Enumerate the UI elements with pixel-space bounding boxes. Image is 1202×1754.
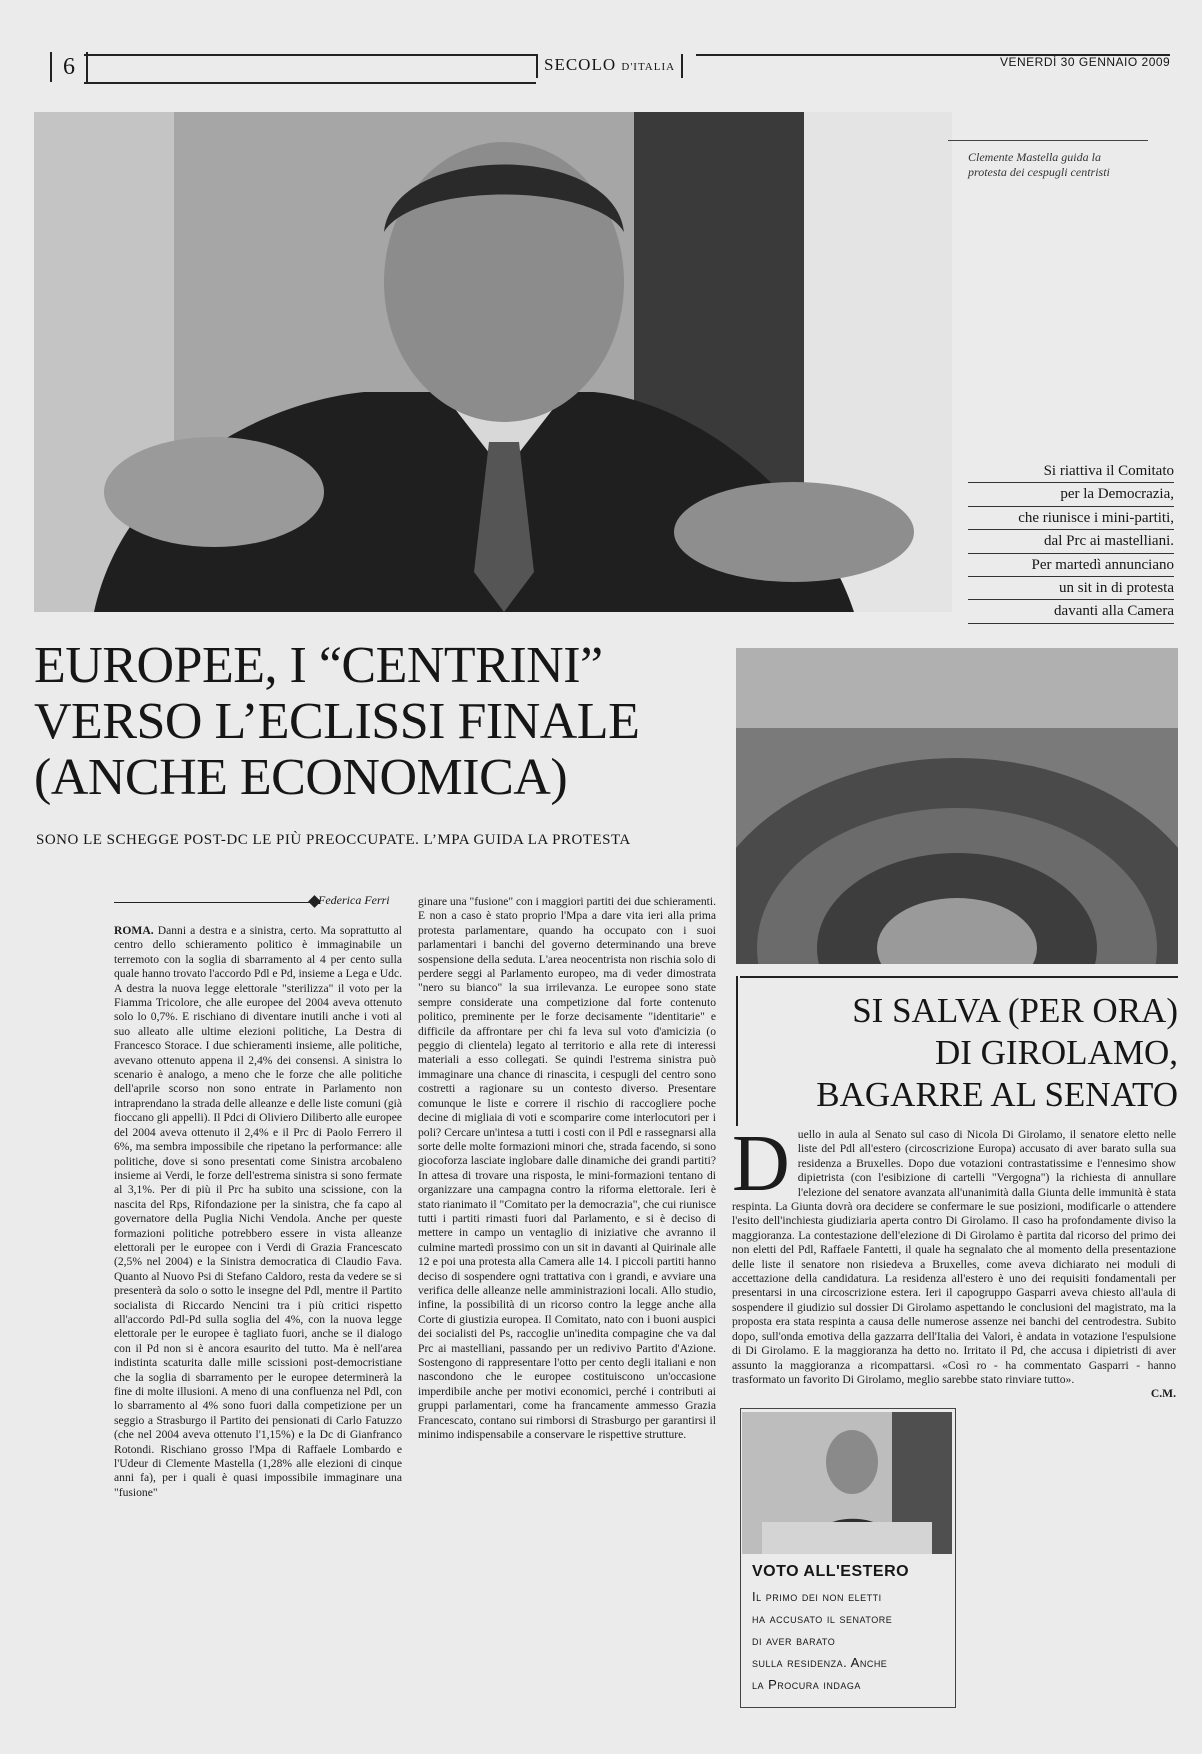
page-number: 6 bbox=[50, 52, 88, 82]
article-column-1 bbox=[114, 924, 402, 1500]
byline-rule bbox=[114, 902, 312, 903]
second-article-body bbox=[732, 1120, 1176, 1402]
sidebar-title: VOTO ALL'ESTERO bbox=[752, 1563, 910, 1580]
drop-cap: D bbox=[732, 1120, 790, 1208]
article-subhead: SONO LE SCHEGGE POST-DC LE PIÙ PREOCCUPATE. L’MPA GUIDA LA PROTESTA bbox=[36, 832, 631, 848]
pullquote-line: davanti alla Camera bbox=[968, 600, 1174, 623]
second-article-text: uello in aula al Senato sul caso di Nicola Di Girolamo, il senatore eletto nelle liste del Pdl all'estero (circoscrizione Europa) accusato di aver barato sulla sua residenza a Bruxelles. Dopo due votazioni contrastatissime e l'ennesimo show dipietrista (con l'esibizione di cartelli "Vergogna") la richiesta di annullare l'elezione del senatore avanzata all'unanimità dalla Giunta delle immunità è stata respinta. La Giunta dovrà ora decidere se confermare le sue posizioni, modificarle o attendere l'esito dell'inchiesta giudiziaria aperta contro Di Girolamo. Il caso ha profondamente diviso la maggioranza. La contestazione dell'elezione di Di Girolamo è partita dal ricorso del primo dei non eletti del Pdl, Raffaele Fantetti, il quale ha segnalato che al momento della presentazione delle liste il senatore non risiedeva a Bruxelles, come aveva dichiarato nei moduli di accettazione della candidatura. La residenza all'estero è uno dei requisiti fondamentali per presentarsi in una circoscrizione estera. Ieri il capogruppo Gasparri aveva chiesto all'aula di sospendere il giudizio sul dossier Di Girolamo aspettando le conclusioni del magistrato, ma la proposta era stata respinta a causa delle numerose assenze nei banchi del centrodestra. Subito dopo, sull'onda emotiva della gazzarra dell'Italia dei Valori, è andata in votazione l'espulsione di Di Girolamo. E la maggioranza ha detto no. Irritato il Pd, che accusa i dipietristi di aver assunto la maggioranza a ricompattarsi. «Così ro - ha commentato Gasparri - hanno trasformato un favorito Di Girolamo, meglio sarebbe stato rinviare tutto». bbox=[732, 1128, 1176, 1386]
pullquote-line: per la Democrazia, bbox=[968, 483, 1174, 506]
pullquote-line: Per martedì annunciano bbox=[968, 554, 1174, 577]
second-headline bbox=[740, 990, 1178, 1116]
article-column-2: ginare una "fusione" con i maggiori partiti dei due schieramenti. E non a caso è stato proprio l'Mpa a dare vita ieri alla prima protesta parlamentare, quando ha occupato con i suoi parlamentari i banchi del governo determinando una breve sospensione della seduta. L'area neocentrista non rischia solo di perdere seggi al Parlamento europeo, ma di veder dimostrata "nero su bianco" la sua irrilevanza. Le europee sono state sempre considerate una competizione dal forte contenuto politico, preminente per le forze decisamente "identitarie" e difficile da affrontare per chi fa leva sul voto d'amicizia (o peggio di clientela) legato al territorio e alla rete di interessi materiali a esso collegati. Se quindi l'estrema sinistra può immaginare una chance di rinascita, i cespugli del centro sono costretti a ragionare su un contesto diverso. Presentare comunque le liste e correre il rischio di raccogliere poche decine di migliaia di voti e scomparire come interlocutori per i poli? Cercare un'intesa a tutti i costi con il Pdl e rassegnarsi alla sorte delle molte formazioni minori che, strada facendo, si sono giocoforza lasciate inglobare dalle dinamiche dei grandi partiti? In attesa di trovare una risposta, le mini-formazioni tentano di organizzare una campagna contro la riforma elettorale. Ieri è stato rianimato il "Comitato per la democrazia", che cui riunisce tutti i partiti rimasti fuori dal Parlamento, e si è deciso di mettere in campo un ventaglio di iniziative che avranno il culmine martedì prossimo con un sit in davanti al Quirinale alle 12 e poi una protesta alla Camera alle 14. I piccoli partiti hanno deciso di sospendere ogni trattativa con i grandi, e avviare una verifica delle alleanze nelle amministrazioni locali. Allo studio, infine, la possibilità di un ricorso contro la legge anche alla Corte di giustizia europea. Il Comitato, nato con i buoni auspici dei socialisti del Ps, raccoglie un'inedita compagine che va dal Prc ai mastelliani, passando per un redivivo Partito d'Azione. Sostengono di rappresentare l'otto per cento degli italiani e non nascondono che le europee costituiscono un'occasione imperdibile anche per motivi economici, perché i contributi ai gruppi parlamentari, come ha francamente ammesso Grazia Francescato, contano sui rimborsi di Strasburgo per garantirsi il minimo indispensabile a conservare le rispettive strutture. bbox=[418, 895, 716, 1442]
sidebar-line: ha accusato il senatore bbox=[752, 1611, 893, 1626]
masthead-subtitle: D'ITALIA bbox=[621, 61, 676, 73]
pullquote-line: un sit in di protesta bbox=[968, 577, 1174, 600]
pullquote-line: che riunisce i mini-partiti, bbox=[968, 507, 1174, 530]
sidebar-line: la Procura indaga bbox=[752, 1677, 861, 1692]
mastella-photo bbox=[34, 112, 952, 612]
senate-photo-art bbox=[736, 648, 1178, 964]
byline: Federica Ferri bbox=[318, 893, 390, 907]
second-article-vline bbox=[736, 976, 738, 1126]
mastella-photo-art bbox=[34, 112, 952, 612]
article-headline bbox=[34, 638, 724, 806]
sidebar-line: di aver barato bbox=[752, 1633, 836, 1648]
masthead-title: SECOLO bbox=[544, 55, 617, 74]
column-1-text: Danni a destra e a sinistra, certo. Ma soprattutto al centro dello schieramento politico è immaginabile un terremoto con la soglia di sbarramento al 4 per cento sulla quale hanno trovato l'accordo Pdl e Pd, insieme a Lega e Udc. A destra la nuova legge elettorale "sterilizza" il voto per la Fiamma Tricolore, che alle europee del 2004 aveva ottenuto solo lo 0,7%. E rischiano di diventare inutili anche i voti al suo alleato alle ultime elezioni politiche, La Destra di Francesco Storace. I due schieramenti insieme, alle politiche, avevano ottenuto appena il 2,4% dei consensi. A sinistra lo scenario è analogo, a meno che le forze che alle politiche dell'aprile scorso non sono entrate in Parlamento non intraprendano la strada delle alleanze e delle liste comuni (già fioccano gli appelli). Il Pdci di Oliviero Diliberto alle europee del 2004 aveva ottenuto il 2,4% e il Prc di Paolo Ferrero il 6%, ma sembra impossibile che ripetano la performance: alle politiche, dove si sono presentati come Sinistra arcobaleno insieme ai Verdi, le forze dell'estrema sinistra si sono fermate al 3,1%. Per di più il Prc ha subito una scissione, con la nascita del Rps, Rifondazione per la sinistra, che fa capo al governatore della Puglia Nichi Vendola. Anche per queste formazioni politiche potrebbero essere in vista alleanze elettorali per le europee con i Verdi di Grazia Francescato (2,5% nel 2004) e la Sinistra democratica di Claudio Fava. Quanto al Nuovo Psi di Stefano Caldoro, resta da vedere se si presenterà da solo o sotto le insegne del Pdl, mentre il Partito socialista di Riccardo Nencini tra i più critici rispetto all'accordo Pdl-Pd sulla soglia del 4%, con la nuova legge elettorale per le europee è tagliato fuori, anche se il dialogo con il Pd non si è ancora esaurito del tutto. Ma è nell'area indistinta scaturita dalle mille scissioni post-democristiane che la soglia di sbarramento per le europee determinerà la fine di molte illusioni. A meno di una confluenza nel Pdl, con lo sbarramento al 4% sono fuori dalla competizione per un seggio a Strasburgo il Partito dei pensionati di Carlo Fatuzzo (che nel 2004 aveva ottenuto l'1,15%) e la Dc di Gianfranco Rotondi. Rischiano grosso l'Mpa di Raffaele Lombardo e l'Udeur di Clemente Mastella (1,28% alle elezioni di cinque anni fa), per i quali è quasi impossibile immaginare una "fusione" bbox=[114, 924, 402, 1499]
sidebar-text bbox=[752, 1586, 962, 1696]
headline2-line: DI GIROLAMO, bbox=[934, 1033, 1178, 1072]
photo-caption: Clemente Mastella guida la protesta dei cespugli centristi bbox=[968, 150, 1128, 180]
pullquote-line: Si riattiva il Comitato bbox=[968, 460, 1174, 483]
masthead bbox=[536, 54, 683, 78]
issue-date: VENERDÌ 30 GENNAIO 2009 bbox=[1000, 55, 1171, 69]
headline2-line: SI SALVA (PER ORA) bbox=[852, 991, 1178, 1030]
girolamo-photo-art bbox=[742, 1412, 952, 1554]
girolamo-photo bbox=[742, 1412, 952, 1554]
senate-photo bbox=[736, 648, 1178, 964]
dateline-city: ROMA. bbox=[114, 924, 154, 937]
article-signature: C.M. bbox=[1150, 1387, 1176, 1401]
header-rule-left bbox=[84, 54, 536, 56]
second-article-rule bbox=[740, 976, 1178, 978]
pullquote-line: dal Prc ai mastelliani. bbox=[968, 530, 1174, 553]
sidebar-line: sulla residenza. Anche bbox=[752, 1655, 888, 1670]
headline2-line: BAGARRE AL SENATO bbox=[816, 1075, 1178, 1114]
header-rule-left-bottom bbox=[84, 82, 536, 84]
headline-line: (ANCHE ECONOMICA) bbox=[34, 749, 568, 806]
pullquote bbox=[968, 460, 1174, 624]
headline-line: EUROPEE, I “CENTRINI” bbox=[34, 637, 603, 694]
sidebar-line: Il primo dei non eletti bbox=[752, 1589, 882, 1604]
headline-line: VERSO L’ECLISSI FINALE bbox=[34, 693, 640, 750]
